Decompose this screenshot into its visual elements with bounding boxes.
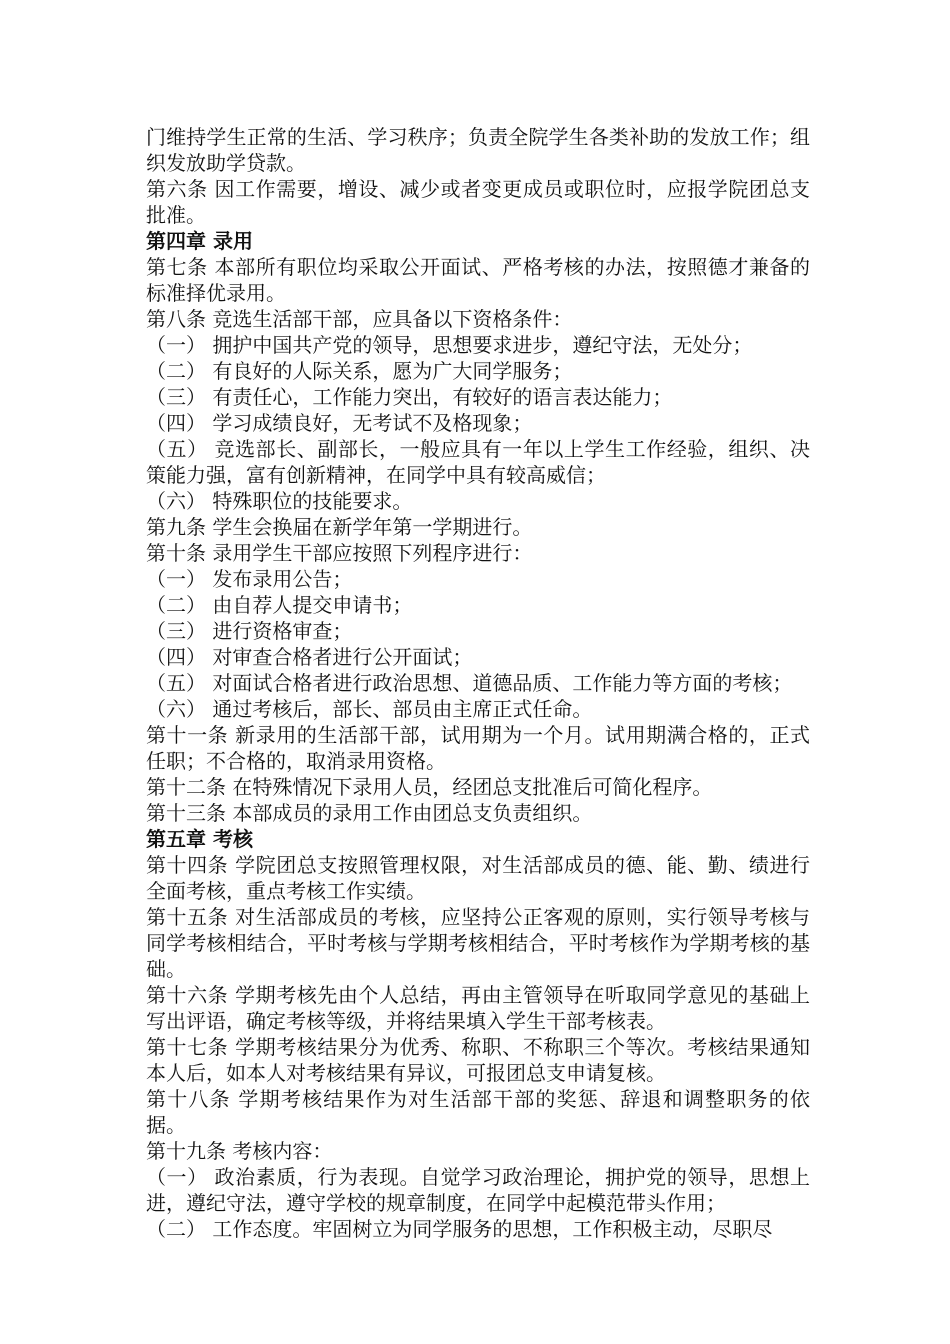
list-item: （五） 对面试合格者进行政治思想、道德品质、工作能力等方面的考核； [146, 671, 793, 695]
document-page [146, 124, 810, 1242]
list-item: （三） 有责任心，工作能力突出，有较好的语言表达能力； [146, 385, 673, 409]
list-item: （二） 由自荐人提交申请书； [146, 593, 413, 617]
article-7: 第七条 本部所有职位均采取公开面试、严格考核的办法，按照德才兼备的标准择优录用。 [146, 255, 810, 305]
article-16: 第十六条 学期考核先由个人总结，再由主管领导在听取同学意见的基础上写出评语，确定考核等级，并将结果填入学生干部考核表。 [146, 983, 810, 1033]
paragraph-0: 门维持学生正常的生活、学习秩序；负责全院学生各类补助的发放工作；组织发放助学贷款。 [146, 125, 810, 175]
article-14: 第十四条 学院团总支按照管理权限，对生活部成员的德、能、勤、绩进行全面考核，重点考核工作实绩。 [146, 853, 810, 903]
list-item: （二） 工作态度。牢固树立为同学服务的思想，工作积极主动，尽职尽 [146, 1217, 773, 1241]
article-13: 第十三条 本部成员的录用工作由团总支负责组织。 [146, 801, 593, 825]
list-item: （四） 对审查合格者进行公开面试； [146, 645, 473, 669]
list-item: （六） 特殊职位的技能要求。 [146, 489, 413, 513]
article-15: 第十五条 对生活部成员的考核，应坚持公正客观的原则，实行领导考核与同学考核相结合，平时考核与学期考核相结合，平时考核作为学期考核的基础。 [146, 905, 810, 981]
article-9: 第九条 学生会换届在新学年第一学期进行。 [146, 515, 533, 539]
list-item: （三） 进行资格审查； [146, 619, 353, 643]
list-item: （四） 学习成绩良好，无考试不及格现象； [146, 411, 533, 435]
article-11: 第十一条 新录用的生活部干部，试用期为一个月。试用期满合格的，正式任职；不合格的，取消录用资格。 [146, 723, 810, 773]
list-item: （一） 政治素质，行为表现。自觉学习政治理论，拥护党的领导，思想上进，遵纪守法，遵守学校的规章制度，在同学中起模范带头作用； [146, 1165, 810, 1215]
list-item: （五） 竞选部长、副部长，一般应具有一年以上学生工作经验，组织、决策能力强，富有创新精神，在同学中具有较高威信； [146, 437, 810, 487]
article-6: 第六条 因工作需要，增设、减少或者变更成员或职位时，应报学院团总支批准。 [146, 177, 810, 227]
article-8: 第八条 竞选生活部干部，应具备以下资格条件： [146, 307, 573, 331]
chapter-5-heading: 第五章 考核 [146, 827, 253, 851]
article-10: 第十条 录用学生干部应按照下列程序进行： [146, 541, 533, 565]
article-19: 第十九条 考核内容： [146, 1139, 333, 1163]
article-17: 第十七条 学期考核结果分为优秀、称职、不称职三个等次。考核结果通知本人后，如本人对考核结果有异议，可报团总支申请复核。 [146, 1035, 810, 1085]
article-18: 第十八条 学期考核结果作为对生活部干部的奖惩、辞退和调整职务的依据。 [146, 1087, 810, 1137]
list-item: （六） 通过考核后，部长、部员由主席正式任命。 [146, 697, 593, 721]
list-item: （二） 有良好的人际关系，愿为广大同学服务； [146, 359, 573, 383]
chapter-4-heading: 第四章 录用 [146, 229, 253, 253]
list-item: （一） 拥护中国共产党的领导，思想要求进步，遵纪守法，无处分； [146, 333, 753, 357]
article-12: 第十二条 在特殊情况下录用人员，经团总支批准后可简化程序。 [146, 775, 713, 799]
list-item: （一） 发布录用公告； [146, 567, 353, 591]
